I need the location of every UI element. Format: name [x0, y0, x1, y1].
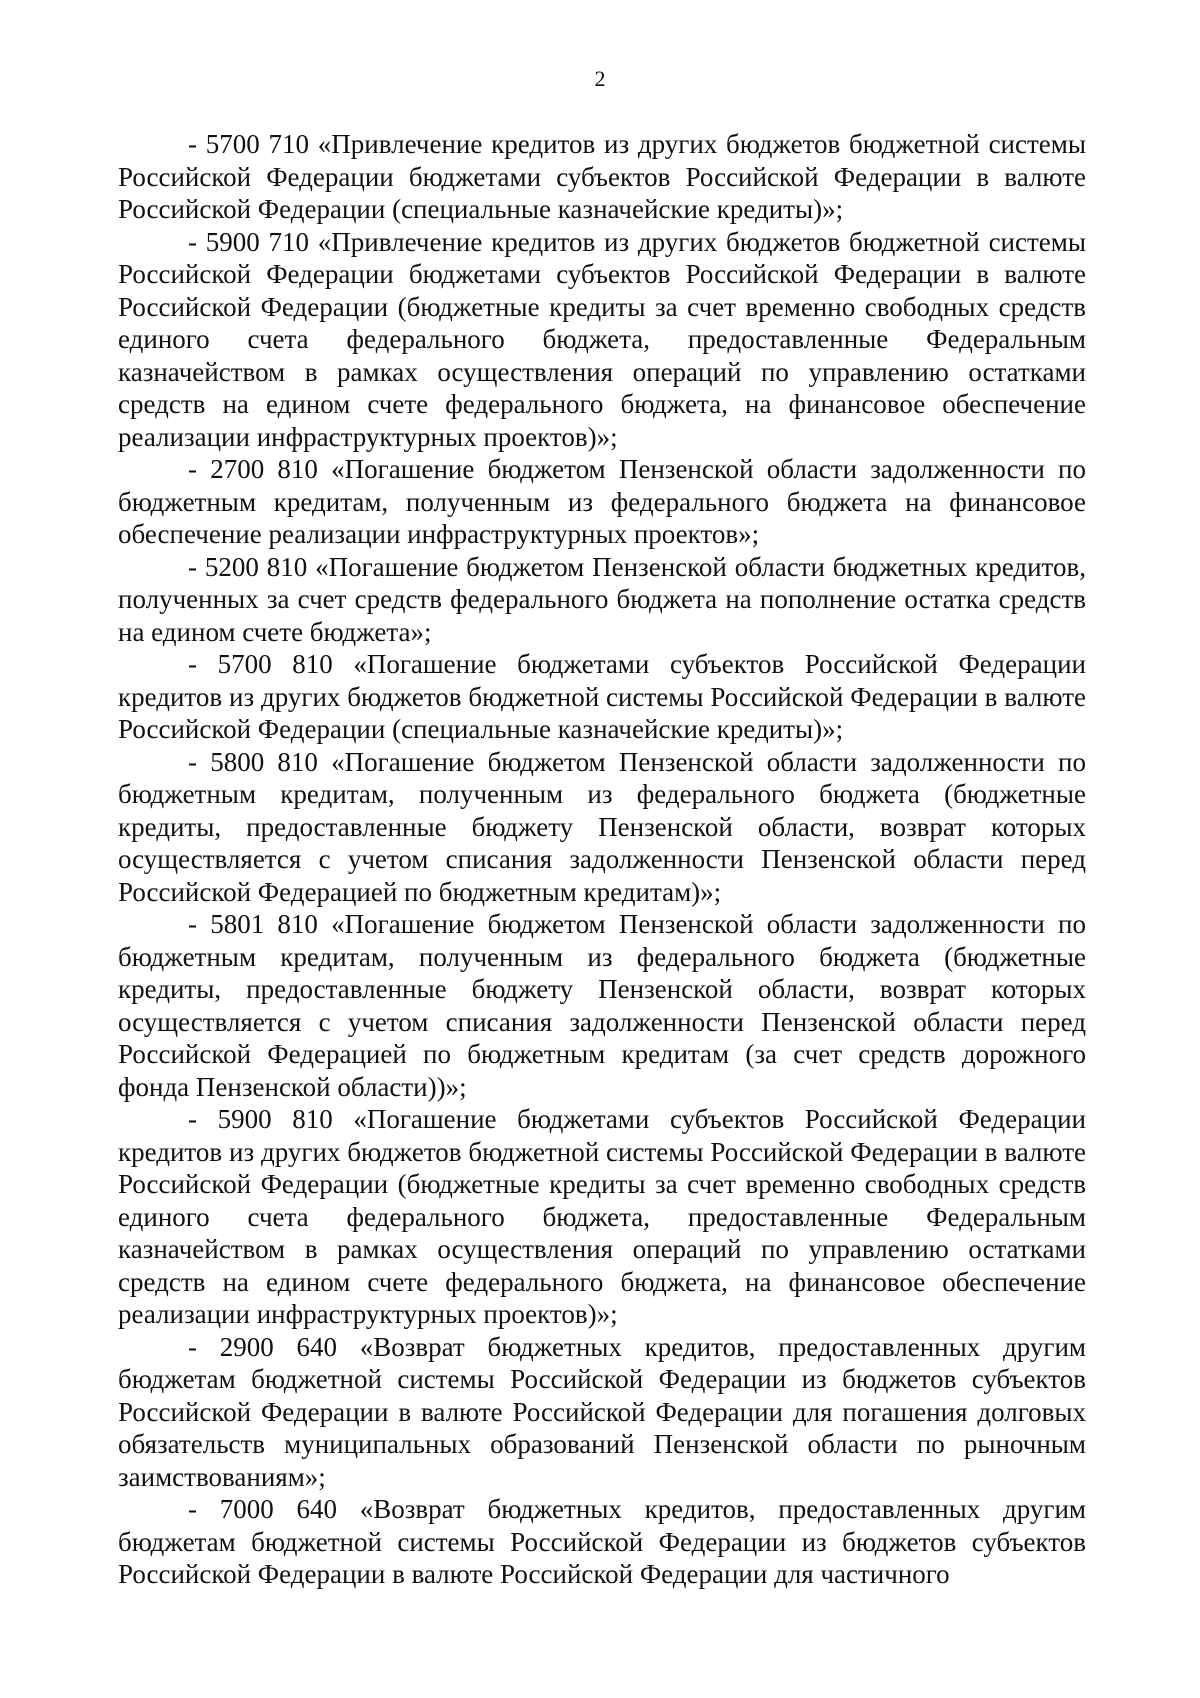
list-item: - 5800 810 «Погашение бюджетом Пензенской области задолженности по бюджетным кредитам, полученным из федерального бюджета (бюджетные кредиты, предоставленные бюджету Пензенской области, возврат которых осуществляется с учетом списания задолженности Пензенской области перед Российской Федерацией по бюджетным кредитам)»; [118, 746, 1086, 907]
list-item: - 7000 640 «Возврат бюджетных кредитов, предоставленных другим бюджетам бюджетной системы Российской Федерации из бюджетов субъектов Российской Федерации в валюте Российской Федерации для частичного [118, 1494, 1086, 1589]
list-item: - 2900 640 «Возврат бюджетных кредитов, предоставленных другим бюджетам бюджетной системы Российской Федерации из бюджетов субъектов Российской Федерации в валюте Российской Федерации для погашения долговых обязательств муниципальных образований Пензенской области по рыночным заимствованиям»; [118, 1331, 1086, 1492]
document-body [118, 128, 1086, 1591]
list-item: - 5900 810 «Погашение бюджетами субъектов Российской Федерации кредитов из других бюджетов бюджетной системы Российской Федерации в валюте Российской Федерации (бюджетные кредиты за счет временно свободных средств единого счета федерального бюджета, предоставленные Федеральным казначейством в рамках осуществления операций по управлению остатками средств на едином счете федерального бюджета, на финансовое обеспечение реализации инфраструктурных проектов)»; [118, 1104, 1086, 1329]
list-item: - 5900 710 «Привлечение кредитов из других бюджетов бюджетной системы Российской Федерации бюджетами субъектов Российской Федерации в валюте Российской Федерации (бюджетные кредиты за счет временно свободных средств единого счета федерального бюджета, предоставленные Федеральным казначейством в рамках осуществления операций по управлению остатками средств на едином счете федерального бюджета, на финансовое обеспечение реализации инфраструктурных проектов)»; [118, 226, 1086, 452]
list-item: - 5801 810 «Погашение бюджетом Пензенской области задолженности по бюджетным кредитам, полученным из федерального бюджета (бюджетные кредиты, предоставленные бюджету Пензенской области, возврат которых осуществляется с учетом списания задолженности Пензенской области перед Российской Федерацией по бюджетным кредитам (за счет средств дорожного фонда Пензенской области))»; [118, 909, 1086, 1102]
list-item: - 5200 810 «Погашение бюджетом Пензенской области бюджетных кредитов, полученных за счет средств федерального бюджета на пополнение остатка средств на едином счете бюджета»; [118, 551, 1086, 647]
list-item: - 2700 810 «Погашение бюджетом Пензенской области задолженности по бюджетным кредитам, полученным из федерального бюджета на финансовое обеспечение реализации инфраструктурных проектов»; [118, 454, 1086, 549]
page-number: 2 [594, 66, 606, 91]
list-item: - 5700 710 «Привлечение кредитов из других бюджетов бюджетной системы Российской Федерации бюджетами субъектов Российской Федерации в валюте Российской Федерации (специальные казначейские кредиты)»; [118, 129, 1086, 224]
list-item: - 5700 810 «Погашение бюджетами субъектов Российской Федерации кредитов из других бюджетов бюджетной системы Российской Федерации в валюте Российской Федерации (специальные казначейские кредиты)»; [118, 649, 1086, 744]
